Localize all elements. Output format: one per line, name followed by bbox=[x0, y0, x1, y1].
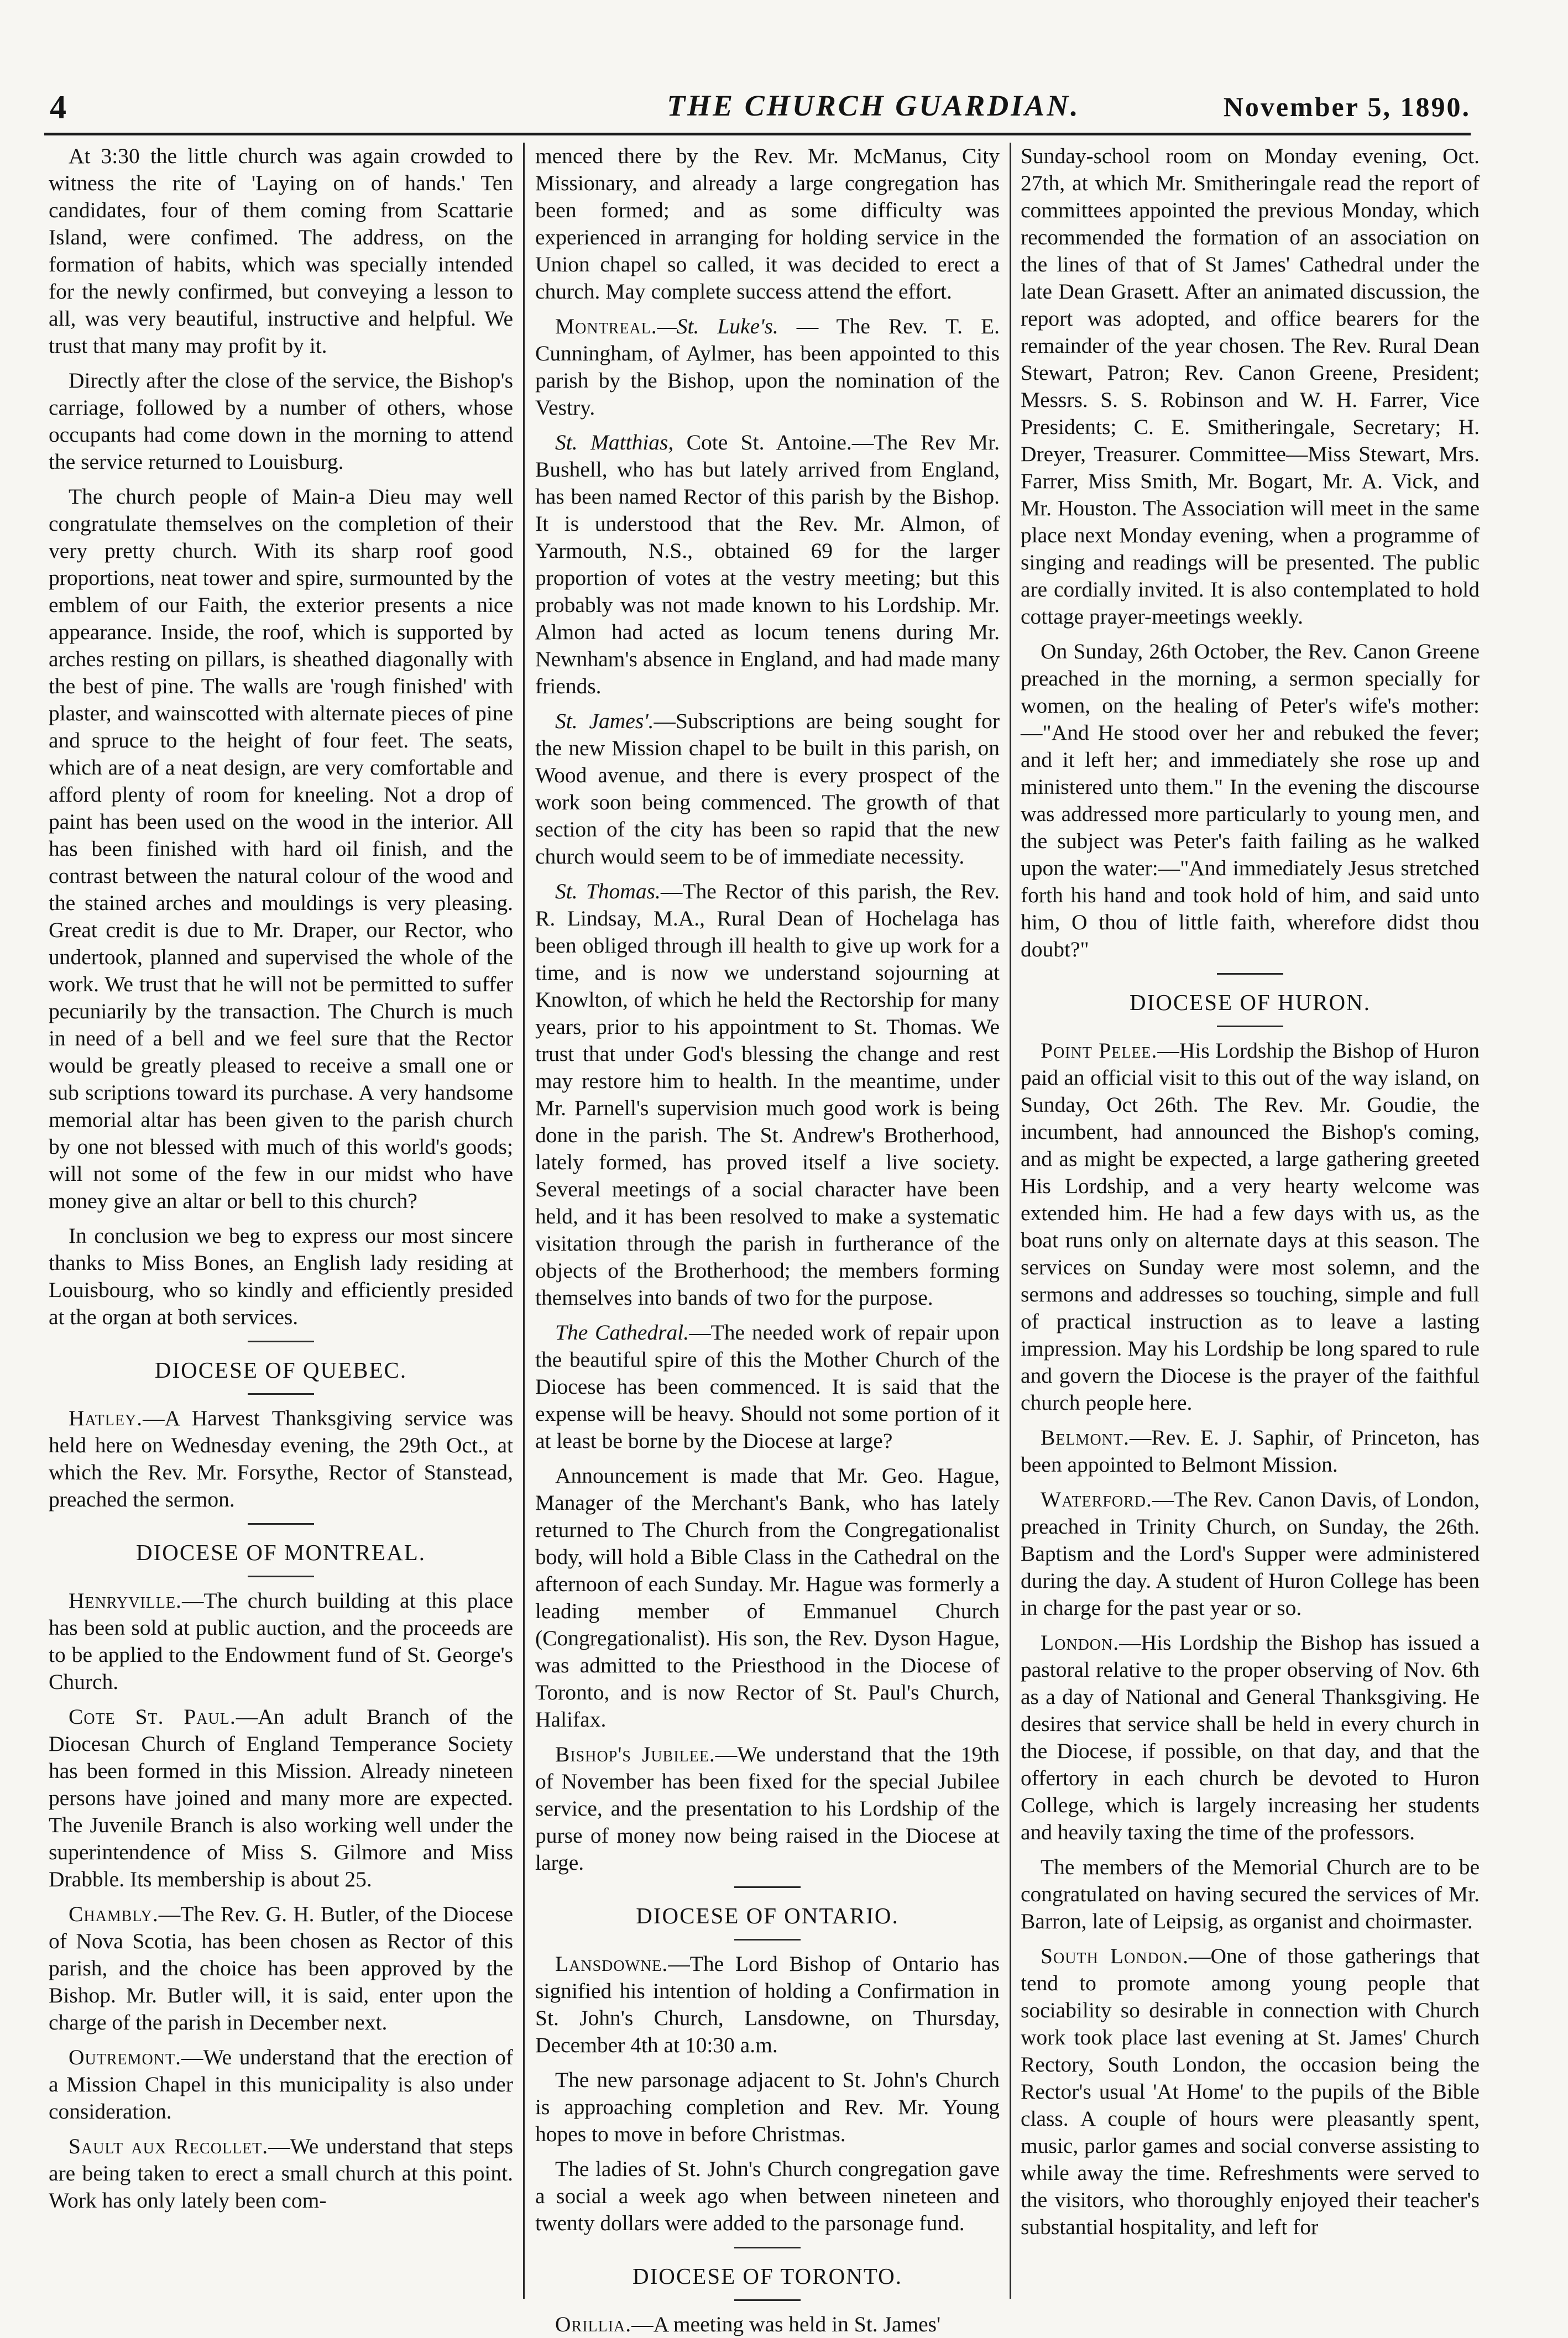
item-lead: South London. bbox=[1041, 1944, 1189, 1968]
section-heading-toronto: DIOCESE OF TORONTO. bbox=[633, 2263, 902, 2289]
column-1 bbox=[49, 143, 513, 2299]
item-text: —We understand that steps are being taken to erect a small church at this point. Work has only lately been com- bbox=[49, 2134, 513, 2213]
article-paragraph: The church people of Main-a Dieu may well congratulate themselves on the completion of their very pretty church. With its sharp roof good proportions, neat tower and spire, surmounted by the emblem of our Faith, the exterior presents a nice appearance. Inside, the roof, which is supported by arches resting on pillars, is sheathed diagonally with the best of pine. The walls are 'rough finished' with plaster, and wainscotted with alternate pieces of pine and spruce to the height of four feet. The seats, which are of a neat design, are very comfortable and afford plenty of room for kneeling. Not a drop of paint has been used on the wood in the interior. All has been finished with hard oil finish, and the contrast between the natural colour of the wood and the stained arches and mouldings is very pleasing. Great credit is due to Mr. Draper, our Rector, who undertook, planned and supervised the whole of the work. We trust that he will not be permitted to suffer pecuniarily by the transaction. The Church is much in need of a bell and we feel sure that the Rector would be greatly pleased to receive a small one or sub scriptions toward its purchase. A very handsome memorial altar has been given to the parish church by one not blessed with much of this world's goods; will not some of the few in our midst who have money give an altar or bell to this church? bbox=[49, 484, 513, 1213]
news-item-henryville bbox=[49, 1587, 513, 1696]
newspaper-title: THE CHURCH GUARDIAN. bbox=[667, 89, 1080, 122]
news-item-point-pelee bbox=[1021, 1037, 1480, 1416]
masthead bbox=[44, 88, 1471, 138]
section-rule bbox=[1217, 1026, 1283, 1027]
item-text: —The needed work of repair upon the beautiful spire of this the Mother Church of the Diocese has been commenced. It is said that the expense will be heavy. Should not some portion of it at least be borne by the Diocese at large? bbox=[535, 1320, 1000, 1453]
item-lead: Belmont. bbox=[1041, 1425, 1130, 1450]
news-item-london bbox=[1021, 1629, 1480, 1846]
item-lead: Montreal. bbox=[555, 314, 657, 338]
section-rule bbox=[248, 1523, 314, 1525]
item-lead: Cote St. Paul. bbox=[69, 1704, 236, 1729]
news-item-st-james bbox=[535, 708, 1000, 870]
item-text: —The Rector of this parish, the Rev. R. Lindsay, M.A., Rural Dean of Hochelaga has been obliged through ill health to give up work for a time, and is now we understand sojourning at Knowlton, of which he held the Rectorship for many years, prior to his appointment to St. Thomas. We trust that under God's blessing the change and rest may restore him to health. In the meantime, under Mr. Parnell's supervision much good work is being done in the parish. The St. Andrew's Brotherhood, lately formed, has proved itself a live society. Several meetings of a social character have been held, and it has been resolved to make a systematic visitation through the parish in furtherance of the objects of the Brotherhood; the members forming themselves into bands of two for the purpose. bbox=[535, 879, 1000, 1310]
news-item-orillia bbox=[535, 2311, 1000, 2338]
column-divider bbox=[523, 143, 525, 2299]
column-divider bbox=[1010, 143, 1011, 2299]
section-heading-ontario: DIOCESE OF ONTARIO. bbox=[636, 1903, 899, 1928]
section-rule bbox=[248, 1393, 314, 1395]
item-text: —Rev. E. J. Saphir, of Princeton, has been appointed to Belmont Mission. bbox=[1021, 1425, 1480, 1477]
news-item-st-matthias bbox=[535, 429, 1000, 700]
masthead-rule bbox=[44, 133, 1471, 135]
news-item-st-thomas bbox=[535, 878, 1000, 1311]
issue-date: November 5, 1890. bbox=[1223, 91, 1471, 122]
item-text: —The church building at this place has been sold at public auction, and the proceeds are to be applied to the Endowment fund of St. George's Church. bbox=[49, 1588, 513, 1694]
item-lead: Bishop's Jubilee. bbox=[555, 1742, 715, 1766]
item-text: —Subscriptions are being sought for the new Mission chapel to be built in this parish, on Wood avenue, and there is every prospect of the work soon being commenced. The growth of that section of the city has been so rapid that the new church would seem to be of immediate necessity. bbox=[535, 709, 1000, 869]
news-item-jubilee bbox=[535, 1741, 1000, 1876]
section-rule bbox=[1217, 973, 1283, 975]
news-item-hatley bbox=[49, 1405, 513, 1513]
article-paragraph: The ladies of St. John's Church congregation gave a social a week ago when between nineteen and twenty dollars were added to the parsonage fund. bbox=[535, 2157, 1000, 2235]
news-item-south-london bbox=[1021, 1943, 1480, 2241]
item-text: —His Lordship the Bishop has issued a pastoral relative to the proper observing of Nov. 6th as a day of National and General Thanksgiving. He desires that service shall be held in every church in the Diocese, if possible, on that day, and that the offertory in each church be devoted to Huron College, which is largely increasing her students and heavily taxing the time of the professors. bbox=[1021, 1630, 1480, 1844]
article-paragraph: The members of the Memorial Church are to be congratulated on having secured the services of Mr. Barron, late of Leipsig, as organist and choirmaster. bbox=[1021, 1855, 1480, 1933]
item-lead: Waterford. bbox=[1041, 1487, 1152, 1511]
item-text: —The Rev. Canon Davis, of London, preached in Trinity Church, on Sunday, the 26th. Baptism and the Lord's Supper were administered during the day. A student of Huron College has been in charge for the past year or so. bbox=[1021, 1487, 1480, 1620]
item-title: The Cathedral. bbox=[555, 1320, 689, 1345]
section-rule bbox=[734, 1939, 801, 1941]
news-item-belmont bbox=[1021, 1424, 1480, 1478]
item-title: —St. Luke's. bbox=[657, 314, 778, 338]
section-rule bbox=[734, 2299, 801, 2301]
item-title: St. Thomas. bbox=[555, 879, 661, 903]
item-text: —We understand that the erection of a Mission Chapel in this municipality is also under consideration. bbox=[49, 2045, 513, 2123]
item-text: —We understand that the 19th of November has been fixed for the special Jubilee service, and the presentation to his Lordship of the purse of money now being raised in the Diocese at large. bbox=[535, 1742, 1000, 1875]
article-paragraph: Announcement is made that Mr. Geo. Hague, Manager of the Merchant's Bank, who has lately returned to The Church from the Congregationalist body, will hold a Bible Class in the Cathedral on the afternoon of each Sunday. Mr. Hague was formerly a leading member of Emmanuel Church (Congregationalist). His son, the Rev. Dyson Hague, was admitted to the Priesthood in the Diocese of Toronto, and is now Rector of St. Paul's Church, Halifax. bbox=[535, 1463, 1000, 1732]
article-paragraph: The new parsonage adjacent to St. John's Church is approaching completion and Rev. Mr. Young hopes to move in before Christmas. bbox=[535, 2068, 1000, 2146]
item-text: —His Lordship the Bishop of Huron paid an official visit to this out of the way island, on Sunday, Oct 26th. The Rev. Mr. Goudie, the incumbent, had announced the Bishop's coming, and as might be expected, a large gathering greeted His Lordship, and a very hearty welcome was extended him. He had a few days with us, as the boat runs only on alternate days at this season. The services on Sunday were most solemn, and the sermons and addresses so touching, simple and full of practical instruction as to leave a lasting impression. May his Lordship be long spared to rule and govern the Diocese is the prayer of the faithful church people here. bbox=[1021, 1038, 1480, 1415]
column-2 bbox=[535, 143, 1000, 2336]
item-lead: London. bbox=[1041, 1630, 1120, 1655]
item-text: —The Rev. G. H. Butler, of the Diocese of Nova Scotia, has been chosen as Rector of this parish, and the choice has been approved by the Bishop. Mr. Butler will, it is said, enter upon the charge of the parish in December next. bbox=[49, 1902, 513, 2034]
item-text: —One of those gatherings that tend to promote among young people that sociability so desirable in connection with Church work took place last evening at St. James' Church Rectory, South London, the occasion being the Rector's usual 'At Home' to the pupils of the Bible class. A couple of hours were pleasantly spent, music, parlor games and social converse assisting to while away the time. Refreshments were served to the visitors, who thoroughly enjoyed their teacher's substantial hospitality, and left for bbox=[1021, 1944, 1480, 2239]
item-text: —A Harvest Thanksgiving service was held here on Wednesday evening, the 29th Oct., at which the Rev. Mr. Forsythe, Rector of Stanstead, preached the sermon. bbox=[49, 1406, 513, 1511]
news-item-waterford bbox=[1021, 1486, 1480, 1622]
news-item-chambly bbox=[49, 1901, 513, 2036]
section-heading-montreal: DIOCESE OF MONTREAL. bbox=[135, 1540, 426, 1565]
item-lead: Henryville. bbox=[69, 1588, 182, 1613]
news-item-outremont bbox=[49, 2044, 513, 2125]
item-lead: Orillia. bbox=[555, 2312, 632, 2336]
item-text: —An adult Branch of the Diocesan Church of England Temperance Society has been formed in this Mission. Already nineteen persons have joined and many more are expected. The Juvenile Branch is also working well under the superintendence of Miss S. Gilmore and Miss Drabble. Its membership is about 25. bbox=[49, 1704, 514, 1891]
item-text: —The Lord Bishop of Ontario has signified his intention of holding a Confirmation in St. John's Church, Lansdowne, on Thursday, December 4th at 10:30 a.m. bbox=[535, 1952, 1000, 2057]
section-rule bbox=[248, 1341, 314, 1342]
item-title: St. Matthias, bbox=[555, 430, 674, 454]
item-lead: Point Pelee. bbox=[1041, 1038, 1158, 1063]
news-item-lansdowne bbox=[535, 1950, 1000, 2059]
item-lead: Lansdowne. bbox=[555, 1952, 668, 1976]
article-paragraph: On Sunday, 26th October, the Rev. Canon Greene preached in the morning, a sermon specially for women, on the healing of Peter's wife's mother:—"And He stood over her and rebuked the fever; and it left her; and immediately she rose up and ministered unto them." In the evening the discourse was addressed more particularly to young men, and the subject was Peter's faith failing as he walked upon the water:—"And immediately Jesus stretched forth his hand and took hold of him, and said unto him, O thou of little faith, wherefore didst thou doubt?" bbox=[1021, 639, 1480, 961]
section-rule bbox=[248, 1576, 314, 1577]
section-rule bbox=[734, 2247, 801, 2248]
item-lead: Outremont. bbox=[69, 2045, 181, 2069]
news-item-st-lukes bbox=[535, 313, 1000, 421]
article-paragraph: In conclusion we beg to express our most sincere thanks to Miss Bones, an English lady residing at Louisbourg, who so kindly and efficiently presided at the organ at both services. bbox=[49, 1223, 513, 1329]
news-item-sault-aux-recollet bbox=[49, 2133, 513, 2214]
news-item-cathedral bbox=[535, 1319, 1000, 1455]
column-3 bbox=[1021, 143, 1480, 2299]
item-lead: Sault aux Recollet. bbox=[69, 2134, 269, 2158]
item-lead: Hatley. bbox=[69, 1406, 143, 1430]
item-lead: Chambly. bbox=[69, 1902, 159, 1926]
section-rule bbox=[734, 1886, 801, 1888]
article-paragraph: At 3:30 the little church was again crowded to witness the rite of 'Laying on of hands.' Ten candidates, four of them coming from Scattarie Island, were confimed. The address, on the formation of habits, which was specially intended for the newly confirmed, but conveying a lesson to all, was very beautiful, instructive and helpful. We trust that many may profit by it. bbox=[49, 144, 513, 358]
item-text: —A meeting was held in St. James' bbox=[631, 2312, 941, 2336]
article-paragraph: Sunday-school room on Monday evening, Oct. 27th, at which Mr. Smitheringale read the report of committees appointed the previous Monday, which recommended the formation of an association on the lines of that of St James' Cathedral under the late Dean Grasett. After an animated discussion, the report was adopted, and office bearers for the remainder of the year chosen. The Rev. Rural Dean Stewart, Patron; Rev. Canon Greene, President; Messrs. S. S. Robinson and W. H. Farrer, Vice Presidents; C. E. Smitheringale, Secretary; H. Dreyer, Treasurer. Committee—Miss Stewart, Mrs. Farrer, Miss Smith, Mr. Bogart, Mr. A. Vick, and Mr. Houston. The Association will meet in the same place next Monday evening, when a programme of singing and readings will be presented. The public are cordially invited. It is also contemplated to hold cottage prayer-meetings weekly. bbox=[1021, 144, 1480, 629]
item-title: St. James'. bbox=[555, 709, 654, 733]
article-paragraph: Directly after the close of the service, the Bishop's carriage, followed by a number of others, whose occupants had come down in the morning to attend the service returned to Louisburg. bbox=[49, 368, 513, 474]
item-text: — The Rev. T. E. Cunningham, of Aylmer, has been appointed to this parish by the Bishop, upon the nomination of the Vestry. bbox=[535, 314, 1000, 420]
section-heading-huron: DIOCESE OF HURON. bbox=[1129, 990, 1371, 1015]
item-text: Cote St. Antoine.—The Rev Mr. Bushell, who has but lately arrived from England, has been named Rector of this parish by the Bishop. It is understood that the Rev. Mr. Almon, of Yarmouth, N.S., obtained 69 for the larger proportion of votes at the vestry meeting; but this probably was not made known to his Lordship. Mr. Almon had acted as locum tenens during Mr. Newnham's absence in England, and had made many friends. bbox=[535, 430, 1000, 698]
news-item-cote-st-paul bbox=[49, 1703, 513, 1893]
page-number: 4 bbox=[50, 89, 66, 125]
article-paragraph: menced there by the Rev. Mr. McManus, City Missionary, and already a large congregation has been formed; and as some difficulty was experienced in arranging for holding service in the Union chapel so called, it was decided to erect a church. May complete success attend the effort. bbox=[535, 144, 1000, 304]
section-heading-quebec: DIOCESE OF QUEBEC. bbox=[154, 1357, 407, 1383]
